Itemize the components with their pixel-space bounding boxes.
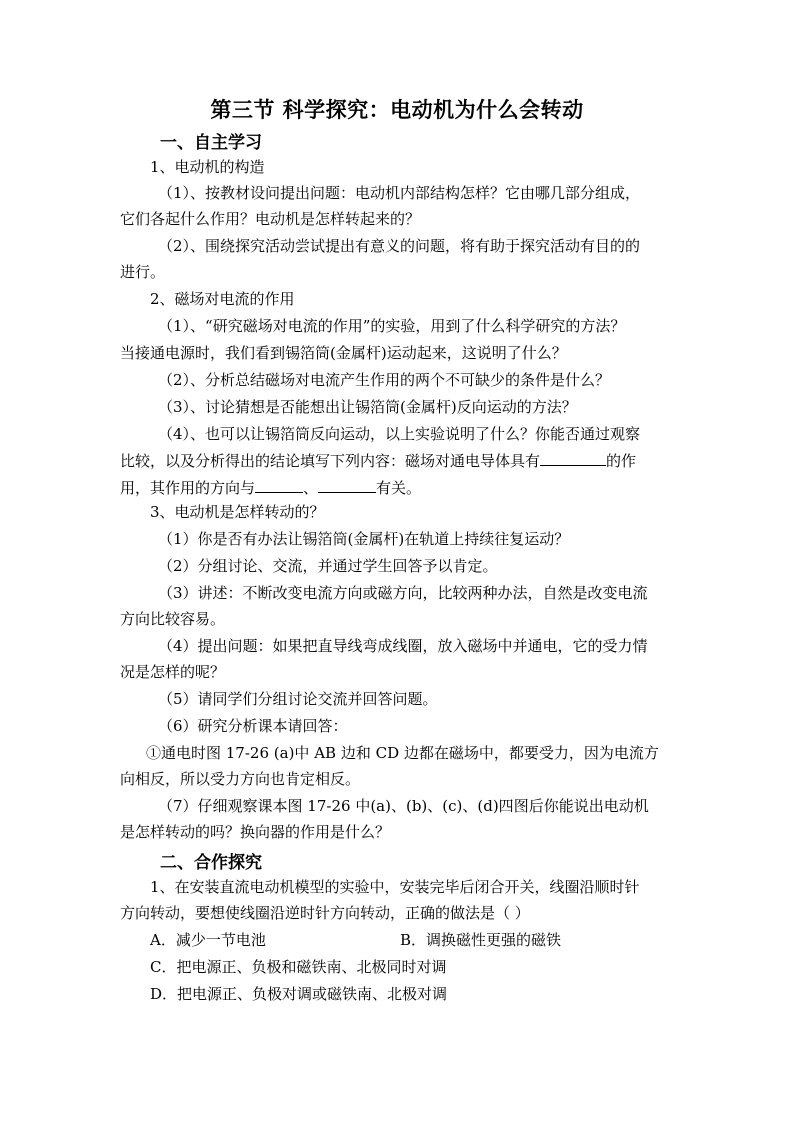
question-text: 当接通电源时，我们看到锡箔筒(金属杆)运动起来，这说明了什么？	[120, 344, 567, 362]
question-text: （1）、“研究磁场对电流的作用”的实验，用到了什么科学研究的方法？	[158, 317, 626, 335]
question-text: 它们各起什么作用？电动机是怎样转起来的？	[120, 210, 421, 228]
answer-blank[interactable]	[318, 478, 376, 493]
option-c[interactable]: C．把电源正、负极和磁铁南、北极同时对调	[150, 958, 447, 976]
subheading-how-motor-rotates: 3、电动机是怎样转动的？	[150, 503, 325, 521]
question-text: 进行。	[120, 263, 166, 281]
question-text: （1）、按教材设问提出问题：电动机内部结构怎样？它由哪几部分组成，	[158, 184, 641, 202]
question-text: ①通电时图 17-26 (a)中 AB 边和 CD 边都在磁场中，都要受力，因为电流方	[146, 744, 659, 762]
question-text: 方向转动，要想使线圈沿逆时针方向转动，正确的做法是（ ）	[120, 904, 530, 922]
question-text: （6）研究分析课本请回答：	[158, 717, 348, 735]
question-text: （2）、围绕探究活动尝试提出有意义的问题，将有助于探究活动有目的的	[158, 237, 641, 255]
subheading-magnetic-effect: 2、磁场对电流的作用	[150, 290, 295, 308]
question-text: （4）、也可以让锡箔筒反向运动，以上实验说明了什么？你能否通过观察	[158, 425, 641, 443]
section-heading-cooperative-inquiry: 二、合作探究	[160, 853, 262, 873]
question-text: （1）你是否有办法让锡箔筒(金属杆)在轨道上持续往复运动？	[158, 530, 570, 548]
question-text: 况是怎样的呢？	[120, 663, 226, 681]
question-text: （4）提出问题：如果把直导线弯成线圈，放入磁场中并通电，它的受力情	[158, 637, 648, 655]
page-title: 第三节 科学探究：电动机为什么会转动	[210, 98, 584, 122]
option-b[interactable]: B．调换磁性更强的磁铁	[400, 931, 562, 949]
question-text: 用，其作用的方向与	[120, 479, 256, 497]
fill-in-line	[120, 451, 636, 471]
answer-blank[interactable]	[540, 451, 606, 466]
question-text: 比较，以及分析得出的结论填写下列内容：磁场对通电导体具有	[120, 452, 541, 470]
question-text: 向相反，所以受力方向也肯定相反。	[120, 770, 361, 788]
question-text: （7）仔细观察课本图 17-26 中(a)、(b)、(c)、(d)四图后你能说出电动机	[158, 797, 649, 815]
question-text: 是怎样转动的吗？换向器的作用是什么？	[120, 823, 391, 841]
option-a[interactable]: A．减少一节电池	[150, 931, 266, 949]
question-text: 有关。	[376, 479, 422, 497]
question-text: 方向比较容易。	[120, 610, 226, 628]
option-d[interactable]: D．把电源正、负极对调或磁铁南、北极对调	[150, 985, 448, 1003]
fill-in-line	[120, 478, 421, 498]
section-heading-self-study: 一、自主学习	[160, 133, 262, 153]
question-text: （2）分组讨论、交流，并通过学生回答予以肯定。	[158, 557, 498, 575]
question-text: （3）、讨论猜想是否能想出让锡箔筒(金属杆)反向运动的方法？	[158, 398, 577, 416]
question-text: 1、在安装直流电动机模型的实验中，安装完毕后闭合开关，线圈沿顺时针	[150, 878, 640, 896]
question-text: （5）请同学们分组讨论交流并回答问题。	[158, 690, 438, 708]
answer-blank[interactable]	[255, 478, 303, 493]
subheading-motor-structure: 1、电动机的构造	[150, 158, 265, 176]
question-text: （3）讲述：不断改变电流方向或磁方向，比较两种办法，自然是改变电流	[158, 584, 648, 602]
question-text: （2）、分析总结磁场对电流产生作用的两个不可缺少的条件是什么？	[158, 371, 611, 389]
question-text: 、	[303, 479, 319, 497]
question-text: 的作	[606, 452, 637, 470]
